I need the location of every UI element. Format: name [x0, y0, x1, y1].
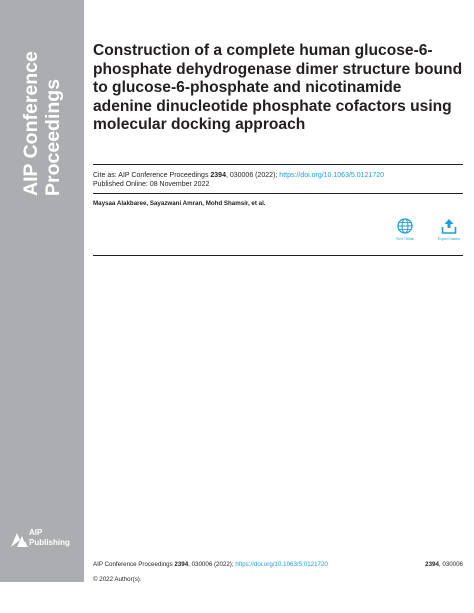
export-citation-button[interactable]	[434, 218, 464, 242]
footer-rest: , 030006 (2022);	[188, 561, 236, 568]
footer-citation	[93, 561, 463, 569]
aip-logo-icon	[10, 530, 30, 548]
view-online-button[interactable]	[390, 218, 420, 242]
publisher-name	[29, 528, 70, 547]
citation-volume: 2394	[210, 172, 226, 179]
view-online-label: View Online	[395, 237, 415, 241]
footer-right-rest: , 030006	[438, 561, 463, 568]
divider-bottom	[93, 255, 463, 256]
footer-right-volume: 2394	[425, 561, 439, 568]
journal-name-line-1: AIP Conference	[20, 51, 42, 196]
footer-page-ref	[425, 561, 463, 569]
citation-rest: , 030006 (2022);	[225, 172, 280, 179]
journal-name-line-2: Proceedings	[42, 78, 64, 196]
journal-name	[12, 16, 72, 196]
journal-sidebar	[0, 0, 84, 582]
divider-top	[93, 164, 463, 165]
publisher-name-line-1: AIP	[29, 528, 43, 537]
footer-volume: 2394	[174, 561, 189, 568]
footer-doi-link[interactable]: https://doi.org/10.1063/5.0121720	[235, 561, 328, 568]
publisher-name-line-2: Publishing	[29, 537, 70, 547]
citation-prefix: Cite as: AIP Conference Proceedings	[93, 172, 211, 179]
author-list[interactable]: Maysaa Alakbaree, Sayazwani Amran, Mohd Shamsir, et al.	[93, 200, 266, 207]
doi-link[interactable]: https://doi.org/10.1063/5.0121720	[279, 172, 384, 179]
divider-middle	[93, 193, 463, 194]
published-date: Published Online: 08 November 2022	[93, 181, 210, 188]
footer-prefix: AIP Conference Proceedings	[93, 561, 175, 568]
citation-line	[93, 171, 463, 180]
article-title: Construction of a complete human glucose-6-phosphate dehydrogenase dimer structure bound to glucose-6-phosphate and nicotinamide adenine dinucleotide phosphate cofactors using molecular docking approach	[93, 42, 463, 134]
publisher-logo	[10, 528, 80, 552]
export-citation-label: Export Citation	[437, 237, 461, 241]
globe-icon	[397, 218, 413, 234]
export-icon	[441, 218, 457, 234]
copyright-notice: © 2022 Author(s).	[93, 576, 142, 583]
